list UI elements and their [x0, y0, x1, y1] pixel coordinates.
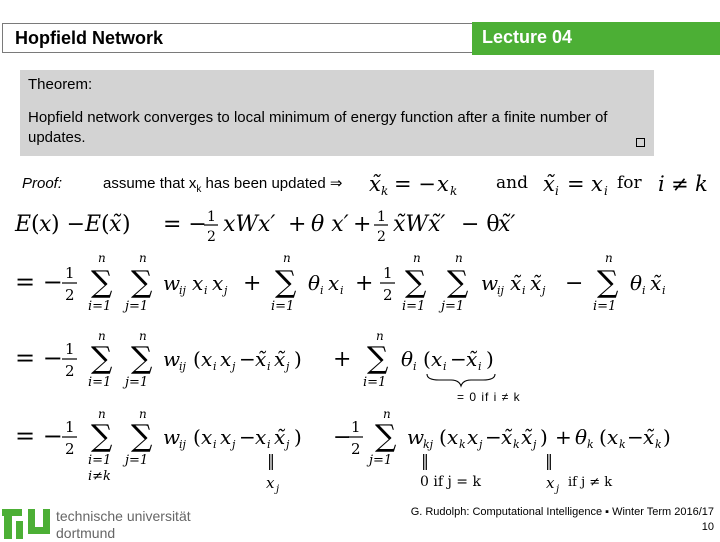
svg-text:kj: kj: [423, 438, 434, 451]
svg-text:x̃: x̃: [255, 347, 267, 371]
svg-text:i=1: i=1: [402, 299, 426, 314]
substitution-notes: [260, 468, 640, 496]
svg-text:i=1: i=1: [88, 299, 112, 314]
svg-text:x̃: x̃: [643, 425, 655, 449]
svg-text:i: i: [213, 438, 217, 451]
lecture-label: Lecture 04: [482, 27, 573, 47]
svg-text:2: 2: [377, 229, 386, 245]
note-xj: x: [266, 474, 275, 492]
svg-text:x̃: x̃: [543, 172, 555, 196]
svg-text:k: k: [655, 438, 662, 451]
svg-text:1: 1: [383, 264, 393, 282]
note-zero-if: 0 if j = k: [420, 474, 481, 490]
proof-label: Proof:: [22, 175, 63, 192]
svg-text:n: n: [455, 251, 463, 265]
svg-text:w: w: [163, 347, 181, 371]
svg-text:i=1: i=1: [593, 299, 617, 314]
svg-text:j: j: [232, 438, 236, 451]
svg-text:w: w: [481, 271, 499, 295]
svg-text:x: x: [212, 271, 224, 295]
svg-text:2: 2: [65, 362, 75, 380]
svg-text:∑: ∑: [405, 265, 427, 300]
svg-text:∑: ∑: [91, 341, 113, 376]
svg-text:x: x: [220, 347, 232, 371]
svg-text:(: (: [599, 425, 607, 449]
svg-text:j: j: [232, 360, 236, 373]
svg-text:(: (: [193, 425, 201, 449]
note-xj-cond: x: [546, 474, 555, 492]
university-name: [56, 508, 191, 542]
svg-text:=: =: [567, 172, 585, 196]
svg-text:j: j: [542, 284, 546, 297]
course-credit: G. Rudolph: Computational Intelligence ▪ Winter Term 2016/17: [410, 506, 714, 518]
svg-text:x: x: [467, 425, 479, 449]
svg-text:j=1: j=1: [125, 375, 149, 390]
svg-text:∑: ∑: [131, 265, 153, 300]
svg-text:x̃: x̃: [510, 271, 522, 295]
svg-text:x: x: [255, 425, 267, 449]
svg-text:∑: ∑: [91, 265, 113, 300]
university-line-1: technische universität: [56, 508, 191, 524]
proof-intro: [103, 174, 342, 195]
svg-text:−: −: [485, 425, 502, 449]
energy-grouped-line: [15, 330, 515, 392]
svg-text:= −: = −: [15, 344, 63, 372]
svg-text:i=1: i=1: [88, 375, 112, 390]
svg-text:n: n: [283, 251, 291, 265]
svg-text:n: n: [139, 251, 147, 265]
svg-text:θ x′: θ x′: [311, 212, 349, 237]
for-word: for: [617, 173, 642, 193]
svg-text:i: i: [662, 284, 666, 297]
page-number: 10: [701, 521, 714, 533]
svg-text:w: w: [163, 271, 181, 295]
svg-text:): ): [122, 212, 131, 237]
svg-text:k: k: [587, 438, 594, 451]
svg-text:k: k: [619, 438, 626, 451]
header-title-box: [2, 23, 472, 53]
svg-text:ij: ij: [179, 360, 186, 373]
svg-text:∑: ∑: [275, 265, 297, 300]
svg-text:i=1: i=1: [88, 453, 112, 468]
underbrace-icon: [427, 374, 495, 386]
svg-text:x̃: x̃: [369, 172, 381, 196]
svg-text:1: 1: [377, 209, 386, 225]
update-condition-formula: [365, 166, 708, 200]
svg-text:ij: ij: [179, 438, 186, 451]
svg-text:i: i: [604, 184, 608, 198]
qed-square-icon: [636, 138, 645, 147]
theorem-box: [20, 70, 654, 156]
svg-text:x̃: x̃: [521, 425, 533, 449]
university-line-2: dortmund: [56, 525, 116, 541]
svg-text:w: w: [163, 425, 181, 449]
svg-text:j=1: j=1: [369, 453, 393, 468]
svg-text:i: i: [555, 184, 559, 198]
svg-text:∑: ∑: [91, 419, 113, 454]
svg-text:+: +: [333, 347, 352, 372]
theorem-statement: Hopfield network converges to local minimum of energy function after a finite number of updates.: [28, 109, 608, 146]
svg-text:2: 2: [65, 440, 75, 458]
svg-text:1: 1: [65, 418, 75, 436]
svg-text:x̃: x̃: [530, 271, 542, 295]
svg-text:i: i: [478, 360, 482, 373]
svg-text:i: i: [522, 284, 526, 297]
svg-text:i: i: [267, 360, 271, 373]
svg-text:‖: ‖: [267, 451, 275, 470]
svg-text:x: x: [201, 347, 213, 371]
svg-text:i: i: [340, 284, 344, 297]
svg-text:1: 1: [207, 209, 216, 225]
svg-text:+: +: [288, 212, 307, 237]
svg-text:n: n: [605, 251, 613, 265]
svg-text:x: x: [607, 425, 619, 449]
svg-text:j: j: [533, 438, 537, 451]
svg-text:i: i: [658, 172, 665, 196]
svg-text:∑: ∑: [367, 341, 389, 376]
svg-text:1: 1: [65, 264, 75, 282]
svg-text:(: (: [101, 212, 110, 237]
svg-text:n: n: [376, 329, 384, 343]
svg-text:∑: ∑: [375, 419, 397, 454]
svg-text:k: k: [513, 438, 520, 451]
svg-text:‖: ‖: [421, 451, 429, 470]
svg-text:j: j: [479, 438, 483, 451]
svg-text:i: i: [413, 360, 417, 373]
svg-text:i: i: [443, 360, 447, 373]
svg-text:n: n: [98, 251, 106, 265]
svg-text:i: i: [642, 284, 646, 297]
svg-text:= −: = −: [15, 422, 63, 450]
svg-text:θ: θ: [575, 425, 588, 449]
svg-text:): ): [663, 425, 671, 449]
svg-text:i: i: [213, 360, 217, 373]
svg-text:= −: = −: [15, 268, 63, 296]
svg-text:2: 2: [383, 286, 393, 304]
svg-text:x: x: [591, 172, 603, 196]
svg-text:(: (: [439, 425, 447, 449]
svg-text:x: x: [192, 271, 204, 295]
svg-text:∑: ∑: [597, 265, 619, 300]
theorem-title: Theorem:: [28, 76, 93, 93]
and-word: and: [496, 173, 528, 193]
svg-text:k: k: [381, 184, 389, 198]
svg-text:−: −: [333, 425, 352, 450]
svg-text:n: n: [413, 251, 421, 265]
proof-intro-subscript: k: [196, 184, 202, 195]
svg-text:(: (: [423, 347, 431, 371]
svg-text:x̃′: x̃′: [498, 212, 516, 237]
svg-text:2: 2: [65, 286, 75, 304]
svg-text:−: −: [450, 347, 467, 371]
svg-text:2: 2: [351, 440, 361, 458]
svg-text:ij: ij: [497, 284, 504, 297]
svg-text:∑: ∑: [447, 265, 469, 300]
svg-text:x: x: [39, 212, 52, 237]
svg-text:1: 1: [65, 340, 75, 358]
svg-text:x̃: x̃: [501, 425, 513, 449]
svg-text:x̃: x̃: [650, 271, 662, 295]
svg-text:n: n: [139, 407, 147, 421]
svg-text:x: x: [437, 172, 449, 196]
svg-text:k: k: [695, 172, 708, 196]
svg-text:j=1: j=1: [441, 299, 465, 314]
svg-text:x: x: [220, 425, 232, 449]
svg-text:) −: ) −: [51, 212, 86, 237]
svg-text:+: +: [353, 212, 372, 237]
energy-expansion-line: [15, 250, 695, 316]
svg-text:x̃: x̃: [466, 347, 478, 371]
svg-text:n: n: [383, 407, 391, 421]
svg-text:θ: θ: [308, 271, 321, 295]
svg-text:i: i: [320, 284, 324, 297]
svg-text:−: −: [627, 425, 644, 449]
svg-text:j: j: [286, 438, 290, 451]
footer-credit: [411, 505, 714, 535]
svg-text:x: x: [447, 425, 459, 449]
svg-text:∑: ∑: [131, 341, 153, 376]
svg-text:ij: ij: [179, 284, 186, 297]
svg-text:x̃Wx̃′: x̃Wx̃′: [393, 212, 446, 237]
svg-text:x: x: [431, 347, 443, 371]
svg-text:= −: = −: [163, 212, 207, 237]
svg-text:j=1: j=1: [125, 299, 149, 314]
svg-text:x̃: x̃: [274, 425, 286, 449]
svg-text:E: E: [15, 212, 32, 237]
svg-text:n: n: [98, 329, 106, 343]
svg-text:(: (: [31, 212, 40, 237]
svg-text:n: n: [98, 407, 106, 421]
lecture-badge: [472, 22, 720, 55]
svg-text:i: i: [204, 284, 208, 297]
svg-text:j: j: [286, 360, 290, 373]
svg-text:j: j: [276, 484, 280, 495]
svg-text:w: w: [407, 425, 425, 449]
header-title: Hopfield Network: [15, 28, 164, 48]
svg-text:i: i: [267, 438, 271, 451]
svg-text:k: k: [459, 438, 466, 451]
svg-text:2: 2: [207, 229, 216, 245]
svg-text:x: x: [201, 425, 213, 449]
svg-text:j: j: [224, 284, 228, 297]
svg-text:k: k: [450, 184, 458, 198]
tu-logo-icon: [2, 505, 54, 539]
svg-text:−: −: [239, 347, 256, 371]
svg-text:θ: θ: [630, 271, 643, 295]
svg-text:n: n: [139, 329, 147, 343]
svg-text:∑: ∑: [131, 419, 153, 454]
svg-text:− θ: − θ: [461, 212, 500, 237]
svg-text:‖: ‖: [545, 451, 553, 470]
svg-text:): ): [294, 425, 302, 449]
svg-text:E: E: [85, 212, 102, 237]
svg-text:+: +: [355, 271, 374, 296]
svg-text:+: +: [555, 425, 572, 449]
svg-text:≠: ≠: [671, 172, 689, 196]
svg-text:j: j: [556, 484, 560, 495]
svg-text:): ): [294, 347, 302, 371]
svg-text:): ): [540, 425, 548, 449]
svg-text:x: x: [328, 271, 340, 295]
svg-text:1: 1: [351, 418, 361, 436]
svg-text:θ: θ: [401, 347, 414, 371]
svg-text:x̃: x̃: [274, 347, 286, 371]
svg-text:xWx′: xWx′: [223, 212, 276, 237]
svg-text:+: +: [243, 271, 262, 296]
energy-difference-line: [15, 203, 535, 247]
svg-text:j=1: j=1: [125, 453, 149, 468]
svg-text:= −: = −: [394, 172, 436, 196]
proof-intro-text: assume that x: [103, 175, 197, 192]
proof-intro-rest: has been updated ⇒: [201, 175, 343, 192]
svg-text:): ): [486, 347, 494, 371]
svg-text:−: −: [565, 271, 584, 296]
svg-text:(: (: [193, 347, 201, 371]
svg-text:i=1: i=1: [271, 299, 295, 314]
note-if-j-neq-k: if j ≠ k: [568, 475, 613, 490]
brace-condition-note: = 0 if i ≠ k: [457, 390, 521, 404]
svg-text:i=1: i=1: [363, 375, 387, 390]
svg-text:x̃: x̃: [109, 212, 122, 237]
svg-text:−: −: [239, 425, 256, 449]
svg-text:i≠k: i≠k: [88, 469, 111, 484]
